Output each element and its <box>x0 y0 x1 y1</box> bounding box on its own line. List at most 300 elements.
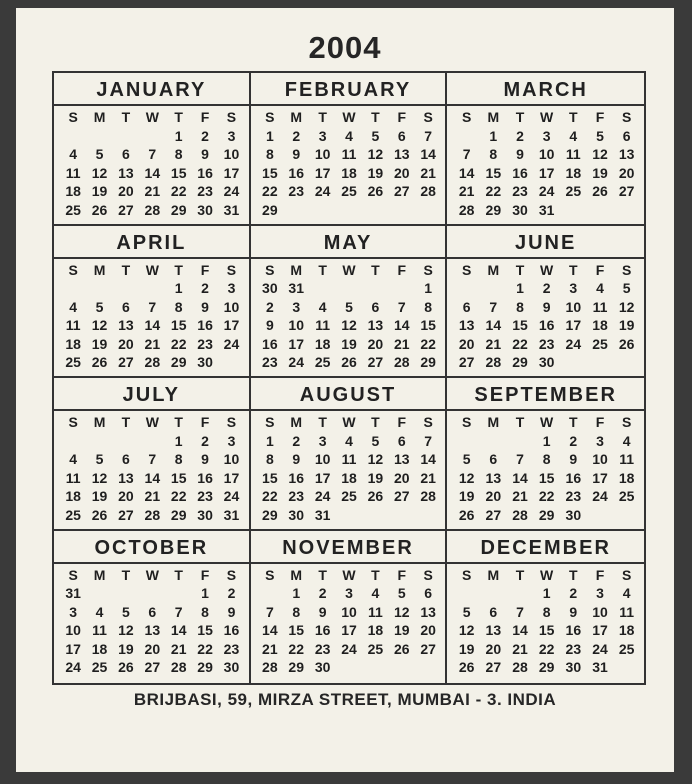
day-cell: 4 <box>95 603 104 620</box>
weekday-header: W <box>145 261 159 278</box>
day-cell: 3 <box>596 432 604 449</box>
day-cell: 16 <box>197 164 213 181</box>
day-grid <box>447 259 644 377</box>
day-cell: 22 <box>512 335 528 352</box>
day-cell: 25 <box>618 488 635 504</box>
day-cell: 15 <box>262 164 278 181</box>
day-cell: 5 <box>95 146 104 162</box>
day-cell: 28 <box>512 659 528 675</box>
day-cell: 15 <box>420 317 436 333</box>
day-cell: 9 <box>292 146 301 162</box>
day-cell: 31 <box>223 506 240 523</box>
day-cell: 11 <box>592 298 608 315</box>
day-cell: 5 <box>622 280 631 296</box>
day-cell: 3 <box>318 432 327 449</box>
day-cell: 21 <box>144 488 161 504</box>
day-cell: 15 <box>170 469 187 486</box>
day-cell: 23 <box>512 183 528 199</box>
day-cell <box>86 584 112 603</box>
weekday-header: S <box>68 261 78 278</box>
day-cell: 30 <box>223 659 240 675</box>
day-cell: 25 <box>65 201 81 218</box>
weekday-header: T <box>174 566 183 583</box>
day-cell: 4 <box>569 127 578 144</box>
day-cell: 31 <box>65 585 81 601</box>
weekday-header: F <box>200 261 210 278</box>
day-cell <box>507 432 534 451</box>
month-october <box>54 531 251 684</box>
day-cell: 3 <box>292 298 301 315</box>
weekday-header: S <box>621 414 632 430</box>
day-cell: 10 <box>223 146 240 162</box>
weekday-header: F <box>595 109 605 125</box>
day-cell: 20 <box>485 640 502 657</box>
weekday-header: W <box>145 566 159 583</box>
day-cell: 8 <box>424 298 433 315</box>
day-cell: 11 <box>65 164 81 181</box>
day-cell: 21 <box>512 640 528 657</box>
day-cell <box>453 584 480 603</box>
day-cell: 14 <box>420 451 436 467</box>
day-cell <box>389 279 415 298</box>
day-cell: 21 <box>262 640 278 657</box>
weekday-header: M <box>290 566 303 583</box>
day-cell: 2 <box>292 127 301 144</box>
day-cell: 13 <box>458 317 475 333</box>
day-cell: 16 <box>565 622 582 638</box>
day-cell: 7 <box>516 451 524 467</box>
weekday-header: T <box>371 414 380 430</box>
day-cell: 8 <box>542 603 551 620</box>
day-cell: 4 <box>622 432 631 449</box>
day-cell: 23 <box>223 640 240 657</box>
weekday-header: S <box>226 566 237 583</box>
day-cell: 15 <box>288 622 304 638</box>
day-cell: 10 <box>223 451 240 467</box>
day-cell: 6 <box>397 127 406 144</box>
day-cell: 9 <box>516 146 524 162</box>
day-cell: 7 <box>148 451 157 467</box>
day-cell: 13 <box>393 146 410 162</box>
weekday-header: T <box>121 414 131 430</box>
day-cell: 8 <box>292 603 301 620</box>
weekday-header: F <box>595 414 605 430</box>
day-cell <box>480 279 507 298</box>
day-cell: 28 <box>393 354 410 370</box>
day-cell: 19 <box>393 622 410 638</box>
day-cell: 14 <box>144 469 161 486</box>
day-cell: 29 <box>170 354 187 370</box>
weekday-header: S <box>226 109 237 125</box>
day-cell: 5 <box>397 585 406 601</box>
weekday-header: F <box>595 566 605 583</box>
weekday-header: T <box>174 261 183 278</box>
weekday-header: S <box>423 566 433 583</box>
day-cell: 17 <box>223 469 240 486</box>
weekday-header: F <box>200 566 210 583</box>
day-cell <box>362 279 388 298</box>
day-cell: 26 <box>458 659 475 675</box>
weekday-header: T <box>515 261 525 278</box>
weekday-header: F <box>397 566 407 583</box>
day-cell: 16 <box>197 469 213 486</box>
day-cell: 5 <box>371 432 380 449</box>
day-cell: 22 <box>262 488 278 504</box>
day-cell: 25 <box>65 354 81 370</box>
day-cell: 3 <box>227 280 236 296</box>
day-cell: 9 <box>542 298 551 315</box>
day-cell: 17 <box>314 164 331 181</box>
day-cell: 11 <box>92 622 107 638</box>
day-cell: 30 <box>538 354 555 370</box>
weekday-header: W <box>342 566 356 583</box>
day-cell: 10 <box>592 451 608 467</box>
day-cell: 5 <box>462 603 471 620</box>
day-cell: 2 <box>542 280 551 296</box>
day-cell: 25 <box>592 335 608 352</box>
day-cell <box>86 432 112 451</box>
month-name: AUGUST <box>251 378 446 411</box>
day-cell: 15 <box>197 622 213 638</box>
day-cell: 25 <box>65 506 81 523</box>
day-cell: 29 <box>170 201 187 218</box>
day-cell <box>139 279 165 298</box>
day-cell <box>166 584 192 603</box>
weekday-header: M <box>487 414 500 430</box>
day-cell: 18 <box>565 164 582 181</box>
day-cell: 18 <box>592 317 608 333</box>
month-august <box>251 378 448 531</box>
day-cell: 13 <box>118 164 134 181</box>
day-cell: 12 <box>618 298 635 315</box>
day-cell: 4 <box>622 585 631 601</box>
weekday-header: S <box>461 566 472 583</box>
day-cell: 2 <box>569 432 578 449</box>
day-cell: 20 <box>118 183 134 199</box>
weekday-header: F <box>200 109 210 125</box>
weekday-header: T <box>318 414 327 430</box>
day-cell: 9 <box>569 451 578 467</box>
day-cell: 28 <box>170 659 187 675</box>
weekday-header: F <box>397 414 407 430</box>
weekday-header: M <box>487 261 500 278</box>
day-cell: 15 <box>512 317 528 333</box>
weekday-header: M <box>290 109 303 125</box>
day-cell: 24 <box>223 183 240 199</box>
day-cell: 18 <box>65 488 81 504</box>
day-cell: 5 <box>345 298 353 315</box>
day-cell: 2 <box>516 127 524 144</box>
day-cell: 20 <box>618 164 635 181</box>
day-cell <box>480 432 507 451</box>
day-cell: 29 <box>538 506 555 523</box>
day-grid <box>54 106 249 224</box>
day-cell: 24 <box>288 354 304 370</box>
month-june <box>447 226 644 379</box>
weekday-header: M <box>290 414 303 430</box>
day-cell: 2 <box>292 432 301 449</box>
day-cell: 16 <box>197 317 213 333</box>
day-cell: 15 <box>262 469 278 486</box>
day-cell: 10 <box>223 298 240 315</box>
day-cell: 13 <box>393 451 410 467</box>
day-cell: 2 <box>201 127 209 144</box>
day-cell: 6 <box>122 451 130 467</box>
weekday-header: T <box>515 109 525 125</box>
day-cell: 26 <box>618 335 635 352</box>
day-cell: 27 <box>118 201 134 218</box>
day-cell: 18 <box>341 469 357 486</box>
day-cell: 7 <box>424 432 433 449</box>
day-cell: 17 <box>538 164 555 181</box>
day-cell: 25 <box>314 354 331 370</box>
day-cell: 26 <box>367 488 384 504</box>
day-cell: 4 <box>596 280 604 296</box>
day-cell: 11 <box>367 603 383 620</box>
day-cell: 22 <box>288 640 304 657</box>
day-cell: 1 <box>174 432 183 449</box>
day-cell: 20 <box>118 335 134 352</box>
day-cell: 6 <box>622 127 631 144</box>
day-cell: 7 <box>148 146 157 162</box>
weekday-header: F <box>397 261 407 278</box>
day-cell: 1 <box>516 280 524 296</box>
day-cell: 22 <box>170 488 187 504</box>
day-cell: 26 <box>341 354 357 370</box>
weekday-header: T <box>515 414 525 430</box>
day-cell: 20 <box>485 488 502 504</box>
day-cell: 29 <box>485 201 502 218</box>
day-cell: 13 <box>618 146 635 162</box>
day-cell: 29 <box>170 506 187 523</box>
months-grid <box>52 71 646 685</box>
day-cell: 4 <box>345 127 353 144</box>
weekday-header: W <box>145 414 159 430</box>
day-cell: 12 <box>341 317 357 333</box>
day-cell: 23 <box>288 488 304 504</box>
day-cell: 14 <box>512 469 528 486</box>
day-cell: 12 <box>393 603 410 620</box>
day-cell: 19 <box>91 335 108 352</box>
day-cell <box>453 279 480 298</box>
day-cell: 12 <box>458 469 475 486</box>
day-cell: 16 <box>538 317 555 333</box>
day-cell: 3 <box>542 127 551 144</box>
weekday-header: S <box>423 109 433 125</box>
day-cell: 24 <box>341 640 357 657</box>
day-cell: 22 <box>262 183 278 199</box>
day-cell: 27 <box>393 183 410 199</box>
calendar-card <box>16 8 674 772</box>
day-cell: 5 <box>122 603 130 620</box>
day-cell: 28 <box>262 659 278 675</box>
day-cell: 26 <box>91 354 108 370</box>
day-cell: 17 <box>223 164 240 181</box>
day-cell <box>336 279 362 298</box>
day-cell: 27 <box>618 183 635 199</box>
day-cell: 28 <box>458 201 475 218</box>
day-grid <box>251 564 446 684</box>
day-cell: 5 <box>95 451 104 467</box>
day-cell: 11 <box>65 469 81 486</box>
day-cell: 28 <box>512 506 528 523</box>
day-cell: 17 <box>314 469 331 486</box>
month-september <box>447 378 644 531</box>
day-cell: 7 <box>462 146 471 162</box>
day-cell: 23 <box>565 488 582 504</box>
weekday-header: M <box>487 109 500 125</box>
day-cell: 4 <box>69 451 78 467</box>
day-cell: 17 <box>565 317 582 333</box>
day-cell: 18 <box>91 640 108 657</box>
day-cell: 21 <box>144 183 161 199</box>
day-cell: 9 <box>201 451 209 467</box>
day-grid <box>251 106 446 224</box>
day-cell <box>113 584 139 603</box>
day-cell: 5 <box>596 127 604 144</box>
day-cell: 16 <box>262 335 278 352</box>
day-cell: 14 <box>393 317 410 333</box>
day-cell: 22 <box>170 183 187 199</box>
day-cell: 9 <box>318 603 327 620</box>
day-cell: 6 <box>148 603 157 620</box>
day-cell: 7 <box>265 603 274 620</box>
day-cell: 4 <box>345 432 353 449</box>
day-cell: 28 <box>144 201 161 218</box>
weekday-header: W <box>540 109 554 125</box>
day-cell: 15 <box>170 164 187 181</box>
month-april <box>54 226 251 379</box>
day-cell: 19 <box>618 317 635 333</box>
day-cell: 4 <box>69 298 78 315</box>
day-grid <box>54 411 249 529</box>
day-cell: 27 <box>485 506 502 523</box>
day-cell: 19 <box>458 488 475 504</box>
day-cell: 2 <box>201 432 209 449</box>
day-cell: 7 <box>516 603 524 620</box>
weekday-header: W <box>540 566 554 583</box>
day-cell: 20 <box>118 488 134 504</box>
day-cell: 1 <box>292 585 301 601</box>
day-cell: 12 <box>458 622 475 638</box>
day-grid <box>54 259 249 377</box>
day-cell: 19 <box>118 640 134 657</box>
day-cell: 14 <box>144 164 161 181</box>
day-cell: 9 <box>569 603 578 620</box>
month-name: MARCH <box>447 73 644 106</box>
day-cell: 30 <box>565 659 582 675</box>
weekday-header: S <box>461 109 472 125</box>
day-cell: 24 <box>223 488 240 504</box>
day-cell: 27 <box>420 640 436 657</box>
day-cell: 17 <box>65 640 81 657</box>
day-cell <box>139 432 165 451</box>
day-cell <box>480 584 507 603</box>
day-cell: 26 <box>367 183 384 199</box>
day-cell: 26 <box>118 659 134 675</box>
month-may <box>251 226 448 379</box>
day-cell: 30 <box>288 506 304 523</box>
day-cell: 23 <box>538 335 555 352</box>
day-cell: 1 <box>201 585 209 601</box>
day-cell <box>257 584 283 603</box>
day-cell: 17 <box>592 622 608 638</box>
day-cell: 30 <box>197 201 213 218</box>
day-cell <box>139 584 165 603</box>
day-cell: 10 <box>538 146 555 162</box>
day-cell: 19 <box>367 164 384 181</box>
weekday-header: T <box>569 261 578 278</box>
day-grid <box>251 411 446 529</box>
day-cell: 13 <box>485 469 502 486</box>
day-cell <box>139 127 165 146</box>
day-cell: 2 <box>318 585 327 601</box>
day-grid <box>447 106 644 224</box>
day-cell: 6 <box>122 146 130 162</box>
day-cell: 5 <box>95 298 104 315</box>
month-name: SEPTEMBER <box>447 378 644 411</box>
day-cell: 27 <box>458 354 475 370</box>
weekday-header: F <box>595 261 605 278</box>
day-cell: 3 <box>69 603 78 620</box>
day-cell: 17 <box>592 469 608 486</box>
day-cell: 8 <box>265 451 274 467</box>
day-cell: 12 <box>91 164 108 181</box>
month-name: JULY <box>54 378 249 411</box>
day-cell: 15 <box>538 622 555 638</box>
weekday-header: S <box>423 414 433 430</box>
day-cell: 10 <box>288 317 304 333</box>
weekday-header: S <box>621 261 632 278</box>
month-name: APRIL <box>54 226 249 259</box>
day-cell: 14 <box>262 622 278 638</box>
day-cell: 30 <box>565 506 582 523</box>
day-cell: 29 <box>420 354 436 370</box>
day-cell: 13 <box>118 469 134 486</box>
day-cell: 21 <box>485 335 502 352</box>
weekday-header: T <box>121 109 131 125</box>
day-cell: 6 <box>489 451 498 467</box>
day-cell: 27 <box>118 354 134 370</box>
day-cell: 5 <box>371 127 380 144</box>
day-cell: 7 <box>174 603 183 620</box>
day-cell: 17 <box>288 335 304 352</box>
day-cell: 16 <box>288 164 304 181</box>
day-cell: 16 <box>512 164 528 181</box>
day-cell: 8 <box>174 146 183 162</box>
day-cell: 6 <box>462 298 471 315</box>
day-cell: 31 <box>288 280 304 296</box>
day-cell: 21 <box>420 164 436 181</box>
day-cell: 13 <box>420 603 436 620</box>
day-cell: 14 <box>485 317 502 333</box>
day-cell: 21 <box>458 183 475 199</box>
day-cell <box>60 279 86 298</box>
day-cell: 8 <box>489 146 498 162</box>
day-cell: 8 <box>174 298 183 315</box>
weekday-header: T <box>371 109 380 125</box>
day-cell: 1 <box>265 432 274 449</box>
day-cell: 26 <box>91 506 108 523</box>
day-cell: 7 <box>397 298 406 315</box>
weekday-header: S <box>621 566 632 583</box>
day-cell: 21 <box>393 335 410 352</box>
day-cell: 19 <box>592 164 608 181</box>
weekday-header: S <box>68 109 78 125</box>
day-cell: 6 <box>424 585 433 601</box>
day-cell: 22 <box>538 640 555 657</box>
day-cell: 24 <box>592 488 608 504</box>
